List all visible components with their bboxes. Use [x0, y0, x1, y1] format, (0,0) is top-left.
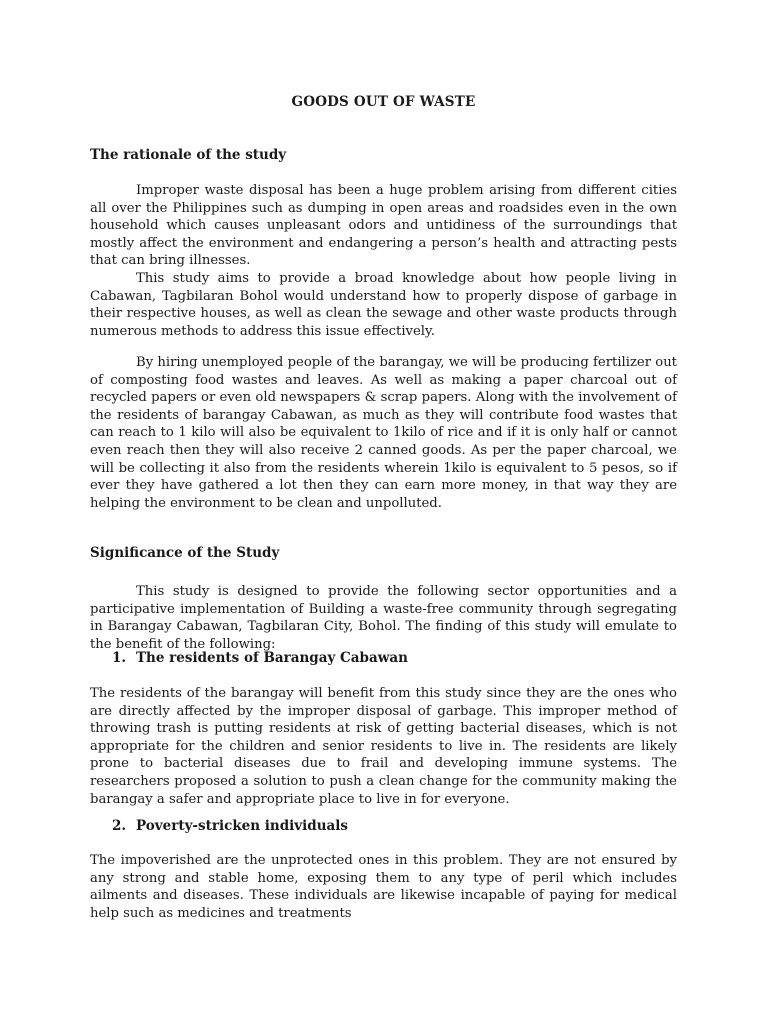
document-title: GOODS OUT OF WASTE: [291, 94, 476, 110]
rationale-heading: The rationale of the study: [90, 147, 287, 163]
residents-paragraph: The residents of the barangay will benefit from this study since they are the ones who are directly affected by the improper disposal of garbage. This improper method of throwing trash is putting residents at risk of getting bacterial diseases, which is not appropriate for the children and senior residents to live in. The residents are likely prone to bacterial diseases due to frail and developing immune systems. The researchers proposed a solution to push a clean change for the community making the barangay a safer and appropriate place to live in for everyone.: [90, 686, 677, 807]
list-item-poverty-heading: [112, 818, 348, 834]
list-item-title: The residents of Barangay Cabawan: [136, 650, 408, 666]
significance-intro: This study is designed to provide the following sector opportunities and a participative implementation of Building a waste-free community through segregating in Barangay Cabawan, Tagbilaran City, Bohol. The finding of this study will emulate to the benefit of the following:: [90, 584, 677, 652]
list-item-residents-heading: [112, 650, 408, 666]
poverty-paragraph: The impoverished are the unprotected ones in this problem. They are not ensured by any strong and stable home, exposing them to any type of peril which includes ailments and diseases. These individuals are likewise incapable of paying for medical help such as medicines and treatments: [90, 853, 677, 921]
rationale-paragraph-3: By hiring unemployed people of the barangay, we will be producing fertilizer out of composting food wastes and leaves. As well as making a paper charcoal out of recycled papers or even old newspapers & scrap papers. Along with the involvement of the residents of barangay Cabawan, as much as they will contribute food wastes that can reach to 1 kilo will also be equivalent to 1kilo of rice and if it is only half or cannot even reach then they will also receive 2 canned goods. As per the paper charcoal, we will be collecting it also from the residents wherein 1kilo is equivalent to 5 pesos, so if ever they have gathered a lot then they can earn more money, in that way they are helping the environment to be clean and unpolluted.: [90, 355, 677, 511]
list-number: 2.: [112, 818, 127, 834]
rationale-paragraph-1: Improper waste disposal has been a huge problem arising from different cities all over the Philippines such as dumping in open areas and roadsides even in the own household which causes unpleasant odors and untidiness of the surroundings that mostly affect the environment and endangering a person’s health and attracting pests that can bring illnesses.: [90, 183, 677, 269]
significance-heading: Significance of the Study: [90, 545, 280, 561]
rationale-paragraph-2: This study aims to provide a broad knowledge about how people living in Cabawan, Tagbilaran Bohol would understand how to properly dispose of garbage in their respective houses, as well as clean the sewage and other waste products through numerous methods to address this issue effectively.: [90, 271, 677, 339]
list-number: 1.: [112, 650, 127, 666]
list-item-title: Poverty-stricken individuals: [136, 818, 348, 834]
